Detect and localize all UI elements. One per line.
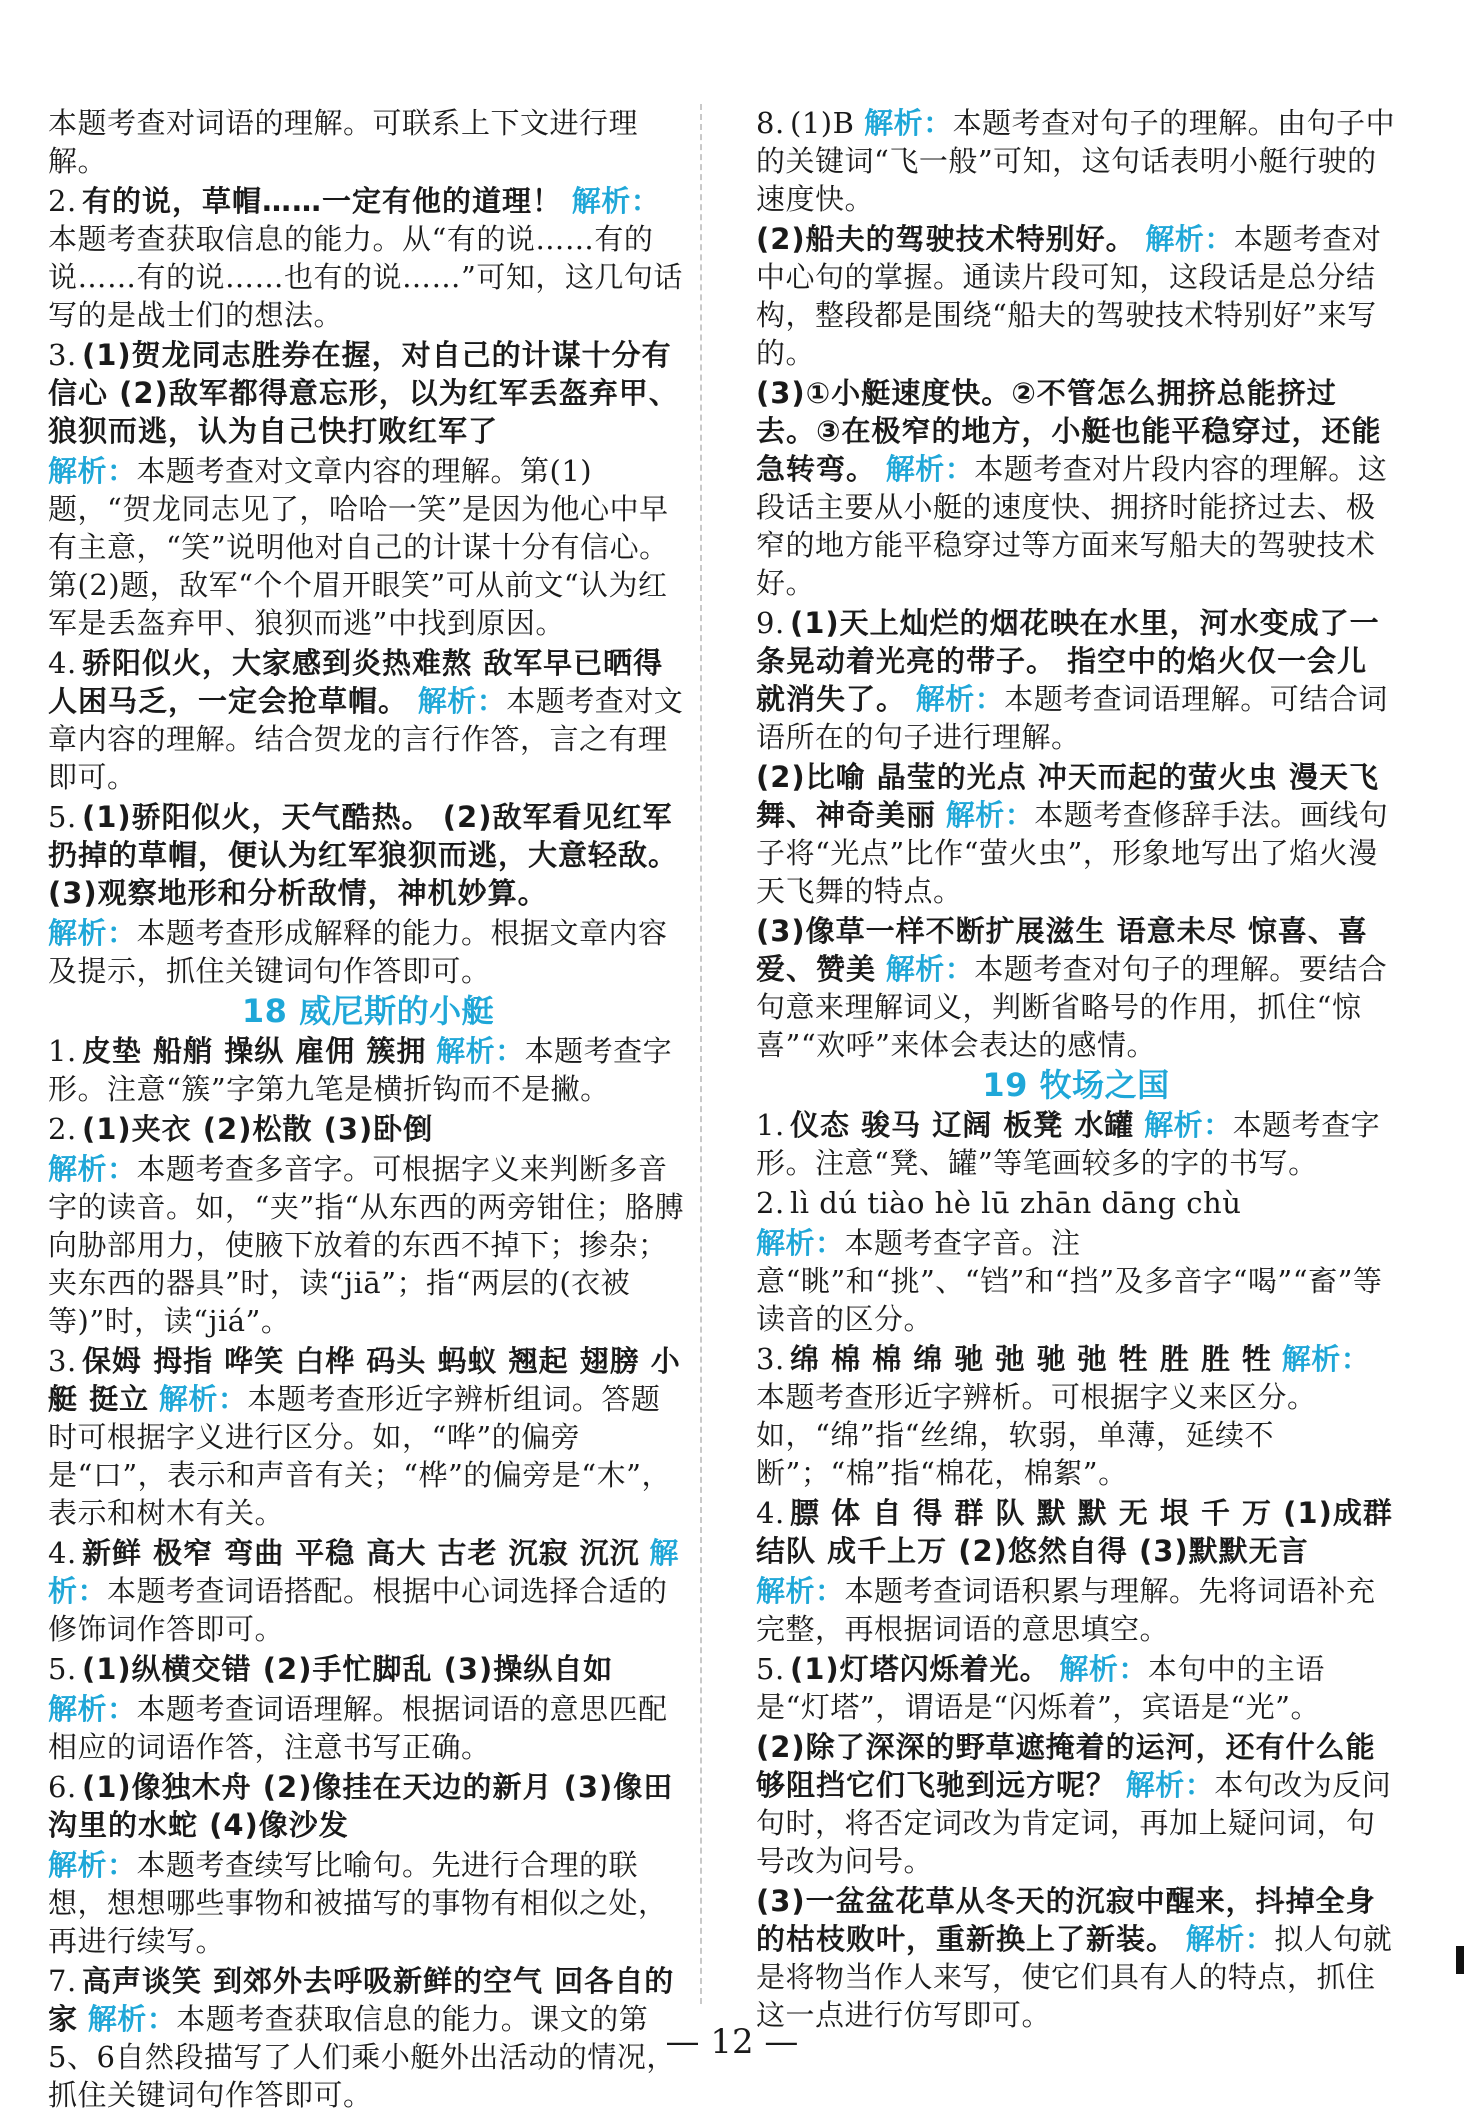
explanation-text: 本题考查对词语的理解。可联系上下文进行理解。 <box>48 106 639 178</box>
explanation-text <box>408 684 418 718</box>
explanation-text <box>1136 222 1146 256</box>
explanation-text <box>876 952 886 986</box>
item-number: 1. <box>48 1034 77 1068</box>
answer-text: (2)比喻 晶莹的光点 冲天而起的萤火虫 漫天飞舞、神奇美丽 <box>756 760 1379 832</box>
explanation-text: 本题考查对句子的理解。要结合句意来理解词义，判断省略号的作用，抓住“惊喜”“欢呼”来体会表达的感情。 <box>756 952 1388 1062</box>
explanation-text <box>876 452 886 486</box>
explanation-text: 本题考查形近字辨析组词。答题时可根据字义进行区分。如，“哗”的偏旁是“口”，表示和声音有关；“桦”的偏旁是“木”，表示和树木有关。 <box>48 1382 671 1530</box>
answer-item <box>756 1184 1396 1222</box>
explanation-text <box>1134 1108 1144 1142</box>
analysis-label: 解析： <box>48 916 137 950</box>
item-number: 4. <box>48 646 77 680</box>
analysis-label: 解析： <box>1059 1652 1148 1686</box>
answer-text: (3)①小艇速度快。②不管怎么拥挤总能挤过去。③在极窄的地方，小艇也能平稳穿过，还能急转弯。 <box>756 376 1382 486</box>
item-number: 8. <box>756 106 785 140</box>
explanation-text: 本题考查形近字辨析。可根据字义来区分。如，“绵”指“丝绵，软弱，单薄，延续不断”；“棉”指“棉花，棉絮”。 <box>756 1380 1317 1490</box>
answer-item <box>756 1106 1396 1182</box>
edge-marker <box>1456 1946 1464 1974</box>
analysis-label: 解析： <box>48 1692 137 1726</box>
answer-text: (2)除了深深的野草遮掩着的运河，还有什么能够阻挡它们飞驰到远方呢？ <box>756 1730 1376 1802</box>
answer-item <box>48 798 688 912</box>
item-number: 4. <box>756 1496 785 1530</box>
explanation-text: 本句改为反问句时，将否定词改为肯定词，再加上疑问词，句号改为问号。 <box>756 1768 1392 1878</box>
analysis-label: 解析： <box>945 798 1035 832</box>
explanation-text: 本题考查词语积累与理解。先将词语补充完整，再根据词语的意思填空。 <box>756 1574 1376 1646</box>
answer-text: (1)骄阳似火，天气酷热。 (2)敌军看见红军扔掉的草帽，便认为红军狼狈而逃，大意轻敌。 (3)观察地形和分析敌情，神机妙算。 <box>48 800 679 910</box>
answer-item <box>756 1882 1396 2034</box>
analysis-label: 解析： <box>885 452 975 486</box>
explanation-text: 本题考查字音。注意“眺”和“挑”、“铛”和“挡”及多音字“喝”“畜”等读音的区分。 <box>756 1226 1383 1336</box>
answer-item <box>48 914 688 990</box>
analysis-label: 解析： <box>1144 1108 1233 1142</box>
answer-item <box>48 1534 688 1648</box>
answer-text: (1)天上灿烂的烟花映在水里，河水变成了一条晃动着光亮的带子。 指空中的焰火仅一会儿就消失了。 <box>756 606 1380 716</box>
analysis-label: 解析： <box>48 1848 137 1882</box>
analysis-label: 解析： <box>1185 1922 1275 1956</box>
analysis-label: 解析： <box>87 2002 177 2036</box>
item-number: 2. <box>48 184 77 218</box>
section-title: 18 威尼斯的小艇 <box>241 992 495 1030</box>
analysis-label: 解析： <box>915 682 1005 716</box>
explanation-text: 本题考查获取信息的能力。从“有的说……有的说……有的说……也有的说……”可知，这几句话写的是战士们的想法。 <box>48 222 683 332</box>
answer-text: 骄阳似火，大家感到炎热难熬 敌军早已晒得人困马乏，一定会抢草帽。 <box>48 646 664 718</box>
analysis-label: 解析： <box>158 1382 248 1416</box>
answer-item <box>756 104 1396 218</box>
answer-item <box>48 104 688 180</box>
right-column <box>756 104 1396 2036</box>
item-number: 6. <box>48 1770 77 1804</box>
answer-item <box>48 336 688 450</box>
analysis-label: 解析： <box>417 684 507 718</box>
explanation-text: 本题考查词语搭配。根据中心词选择合适的修饰词作答即可。 <box>48 1574 668 1646</box>
answer-text: (1)贺龙同志胜券在握，对自己的计谋十分有信心 (2)敌军都得意忘形，以为红军丢盔弃甲、狼狈而逃，认为自己快打败红军了 <box>48 338 679 448</box>
item-number: 3. <box>48 1344 77 1378</box>
answer-item <box>756 1494 1396 1570</box>
answer-item <box>756 1340 1396 1492</box>
explanation-text: 本题考查对片段内容的理解。这段话主要从小艇的速度快、拥挤时能挤过去、极窄的地方能平稳穿过等方面来写船夫的驾驶技术好。 <box>756 452 1388 600</box>
explanation-text <box>562 184 572 218</box>
explanation-text <box>906 682 916 716</box>
answer-text: (1)像独木舟 (2)像挂在天边的新月 (3)像田沟里的水蛇 (4)像沙发 <box>48 1770 674 1842</box>
analysis-label: 解析： <box>756 1226 845 1260</box>
explanation-text: 本题考查获取信息的能力。课文的第5、6自然段描写了人们乘小艇外出活动的情况，抓住关键词句作答即可。 <box>48 2002 676 2112</box>
analysis-label: 解析： <box>1281 1342 1371 1376</box>
answer-item <box>756 758 1396 910</box>
item-number: 4. <box>48 1536 77 1570</box>
answer-item <box>756 374 1396 602</box>
item-number: 9. <box>756 606 785 640</box>
section-title: 19 牧场之国 <box>982 1066 1170 1104</box>
answer-item <box>756 604 1396 756</box>
answer-text: (1)灯塔闪烁着光。 <box>790 1652 1050 1686</box>
explanation-text <box>936 798 946 832</box>
answer-text: 膘 体 自 得 群 队 默 默 无 垠 千 万 (1)成群结队 成千上万 (2)悠然自得 (3)默默无言 <box>756 1496 1393 1568</box>
answer-item <box>48 1150 688 1340</box>
answer-text: (1)纵横交错 (2)手忙脚乱 (3)操纵自如 <box>82 1652 614 1686</box>
item-number: 2. <box>756 1186 785 1220</box>
answer-text: (2)船夫的驾驶技术特别好。 <box>756 222 1136 256</box>
explanation-text: 本题考查词语理解。可结合词语所在的句子进行理解。 <box>756 682 1388 754</box>
answer-item <box>48 1846 688 1960</box>
answer-item <box>48 1650 688 1688</box>
analysis-label: 解析： <box>48 1152 137 1186</box>
answer-item <box>48 182 688 334</box>
answer-item <box>756 1728 1396 1880</box>
explanation-text: 本题考查形成解释的能力。根据文章内容及提示，抓住关键词句作答即可。 <box>48 916 668 988</box>
explanation-text: 本题考查字形。注意“簇”字第九笔是横折钩而不是撇。 <box>48 1034 673 1106</box>
analysis-label: 解析： <box>864 106 953 140</box>
answer-item <box>48 1110 688 1148</box>
answer-text: 保姆 拇指 哗笑 白桦 码头 蚂蚁 翘起 翅膀 小艇 挺立 <box>48 1344 681 1416</box>
item-number: 5. <box>48 800 77 834</box>
left-column <box>48 104 688 2116</box>
answer-item <box>756 1650 1396 1726</box>
answer-item <box>756 220 1396 372</box>
analysis-label: 解析： <box>571 184 661 218</box>
item-number: 5. <box>756 1652 785 1686</box>
analysis-label: 解析： <box>436 1034 525 1068</box>
explanation-text: (1)B <box>790 106 865 140</box>
explanation-text: 本句中的主语是“灯塔”，谓语是“闪烁着”，宾语是“光”。 <box>756 1652 1325 1724</box>
explanation-text: lì dú tiào hè lū zhān dāng chù <box>790 1186 1242 1220</box>
answer-text: 绵 棉 棉 绵 驰 弛 驰 弛 牲 胜 胜 牲 <box>790 1342 1273 1376</box>
explanation-text: 本题考查多音字。可根据字义来判断多音字的读音。如，“夹”指“从东西的两旁钳住；胳膊向胁部用力，使腋下放着的东西不掉下；掺杂；夹东西的器具”时，读“jiā”；指“两层的(衣被等)”时，读“jiá”。 <box>48 1152 684 1338</box>
explanation-text: 本题考查对中心句的掌握。通读片段可知，这段话是总分结构，整段都是围绕“船夫的驾驶技术特别好”来写的。 <box>756 222 1382 370</box>
answer-text: (1)夹衣 (2)松散 (3)卧倒 <box>82 1112 434 1146</box>
explanation-text <box>426 1034 436 1068</box>
analysis-label: 解析： <box>48 454 137 488</box>
item-number: 1. <box>756 1108 785 1142</box>
explanation-text <box>1176 1922 1186 1956</box>
explanation-text: 本题考查对文章内容的理解。结合贺龙的言行作答，言之有理即可。 <box>48 684 684 794</box>
item-number: 3. <box>48 338 77 372</box>
answer-item <box>48 452 688 642</box>
item-number: 5. <box>48 1652 77 1686</box>
explanation-text: 本题考查字形。注意“凳、罐”等笔画较多的字的书写。 <box>756 1108 1381 1180</box>
analysis-label: 解析： <box>1125 1768 1215 1802</box>
answer-text: (3)像草一样不断扩展滋生 语意未尽 惊喜、喜爱、赞美 <box>756 914 1368 986</box>
analysis-label: 解析： <box>48 1536 679 1608</box>
answer-text: 有的说，草帽……一定有他的道理！ <box>82 184 563 218</box>
item-number: 7. <box>48 1964 77 1998</box>
analysis-label: 解析： <box>885 952 975 986</box>
page-number: — 12 — <box>665 2022 799 2062</box>
answer-item <box>756 912 1396 1064</box>
explanation-text <box>1116 1768 1126 1802</box>
answer-item <box>756 1572 1396 1648</box>
answer-text: 皮垫 船艄 操纵 雇佣 簇拥 <box>82 1034 427 1068</box>
explanation-text <box>1272 1342 1282 1376</box>
answer-item <box>48 1342 688 1532</box>
item-number: 2. <box>48 1112 77 1146</box>
explanation-text <box>149 1382 159 1416</box>
answer-text: 仪态 骏马 辽阔 板凳 水罐 <box>790 1108 1135 1142</box>
answer-item <box>756 1224 1396 1338</box>
explanation-text: 本题考查修辞手法。画线句子将“光点”比作“萤火虫”，形象地写出了焰火漫天飞舞的特点。 <box>756 798 1389 908</box>
explanation-text: 本题考查对句子的理解。由句子中的关键词“飞一般”可知，这句话表明小艇行驶的速度快。 <box>756 106 1396 216</box>
answer-text: (3)一盆盆花草从冬天的沉寂中醒来，抖掉全身的枯枝败叶，重新换上了新装。 <box>756 1884 1376 1956</box>
explanation-text: 本题考查对文章内容的理解。第(1)题，“贺龙同志见了，哈哈一笑”是因为他心中早有主意，“笑”说明他对自己的计谋十分有信心。第(2)题，敌军“个个眉开眼笑”可从前文“认为红军是丢盔弃甲、狼狈而逃”中找到原因。 <box>48 454 669 640</box>
explanation-text: 本题考查词语理解。根据词语的意思匹配相应的词语作答，注意书写正确。 <box>48 1692 668 1764</box>
answer-item <box>48 1690 688 1766</box>
item-number: 3. <box>756 1342 785 1376</box>
analysis-label: 解析： <box>1145 222 1234 256</box>
explanation-text: 本题考查续写比喻句。先进行合理的联想，想想哪些事物和被描写的事物有相似之处，再进行续写。 <box>48 1848 668 1958</box>
explanation-text <box>640 1536 650 1570</box>
answer-item <box>48 1032 688 1108</box>
explanation-text <box>1050 1652 1060 1686</box>
analysis-label: 解析： <box>756 1574 845 1608</box>
explanation-text: 拟人句就是将物当作人来写，使它们具有人的特点，抓住这一点进行仿写即可。 <box>756 1922 1393 2032</box>
answer-item <box>48 1768 688 1844</box>
column-divider <box>700 104 702 2004</box>
answer-text: 高声谈笑 到郊外去呼吸新鲜的空气 回各自的家 <box>48 1964 675 2036</box>
answer-text: 新鲜 极窄 弯曲 平稳 高大 古老 沉寂 沉沉 <box>82 1536 640 1570</box>
answer-item <box>48 644 688 796</box>
